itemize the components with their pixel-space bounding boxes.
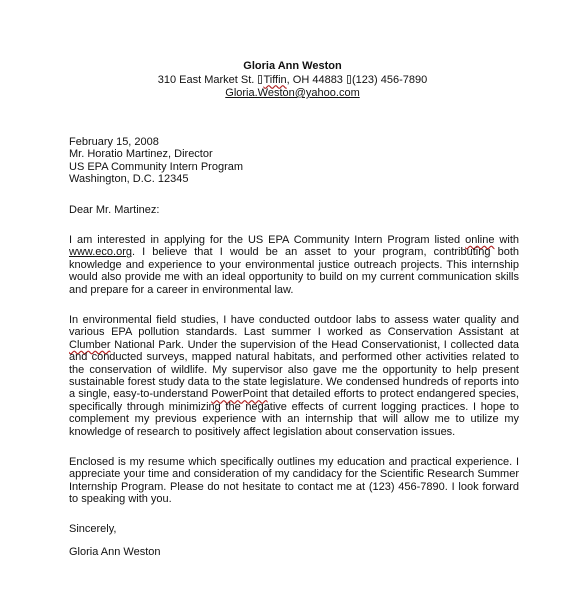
letterhead (0, 60, 585, 101)
link-clumber[interactable]: Clumber (69, 338, 111, 351)
paragraph-closing: Enclosed is my resume which specifically outlines my education and practical experience. I appreciate your time and consideration of my candidacy for the Scientific Research Summer Internship Program. Please do not hesitate to contact me at (123) 456-7890. I look forward to speaking with you. (69, 456, 519, 506)
sender-street: 310 East Market St. (157, 73, 255, 86)
recipient-organization: US EPA Community Intern Program (69, 160, 244, 173)
sender-address-line (0, 74, 585, 88)
recipient-city-state-zip: Washington, D.C. 12345 (69, 173, 189, 186)
signature-name: Gloria Ann Weston (69, 546, 161, 558)
recipient-name-title: Mr. Horatio Martinez, Director (69, 148, 213, 161)
paragraph-text: I am interested in applying for the US EPA Community Intern Program listed (69, 234, 466, 246)
salutation: Dear Mr. Martinez: (69, 204, 160, 216)
sender-city: Tiffin (263, 73, 287, 86)
sender-phone: (123) 456-7890 (352, 73, 428, 86)
paragraph-text: with (494, 234, 519, 246)
sender-email-link[interactable]: Gloria.Weston@yahoo.com (225, 87, 360, 99)
date-and-recipient (69, 136, 519, 186)
closing-phrase: Sincerely, (69, 523, 117, 535)
paragraph-text: In environmental field studies, I have conducted outdoor labs to assess water quality and various EPA pollution standards. Last summer I worked as Conservation Assistant at (69, 314, 519, 339)
sender-state-zip: , OH 44883 (286, 73, 343, 86)
paragraph-experience (69, 314, 519, 438)
paragraph-interest (69, 234, 519, 296)
link-powerpoint[interactable]: PowerPoint (211, 388, 268, 401)
paragraph-text: . I believe that I would be an asset to your program, contributing both knowledge and experience to your environmental justice outreach projects. This internship would also provide me with an ideal opportunity to build on my current communication skills and prepare for a career in environmental law. (69, 246, 519, 296)
sender-name: Gloria Ann Weston (243, 60, 342, 72)
link-eco-site[interactable]: www.eco.org (69, 246, 132, 259)
link-online[interactable]: online (465, 234, 495, 246)
paragraph-text: National Park. Under the supervision of the Head Conservationist, I collected data and conducted surveys, mapped natural habitats, and performed other activities related to the conservation of wildlife. My supervisor also gave me the opportunity to help present sustainable forest study data to the state legislature. We condensed hundreds of reports into a single, easy-to-understand (69, 338, 519, 401)
letter-date: February 15, 2008 (69, 136, 159, 148)
symbol-box-icon (347, 75, 351, 84)
paragraph-text: that detailed efforts to protect endangered species, specifically through minimizing the negative effects of current logging practices. I hope to complement my previous experience with an internship that will allow me to utilize my knowledge of research to positively affect legislation about conservation issues. (69, 388, 519, 438)
symbol-box-icon (258, 75, 262, 84)
